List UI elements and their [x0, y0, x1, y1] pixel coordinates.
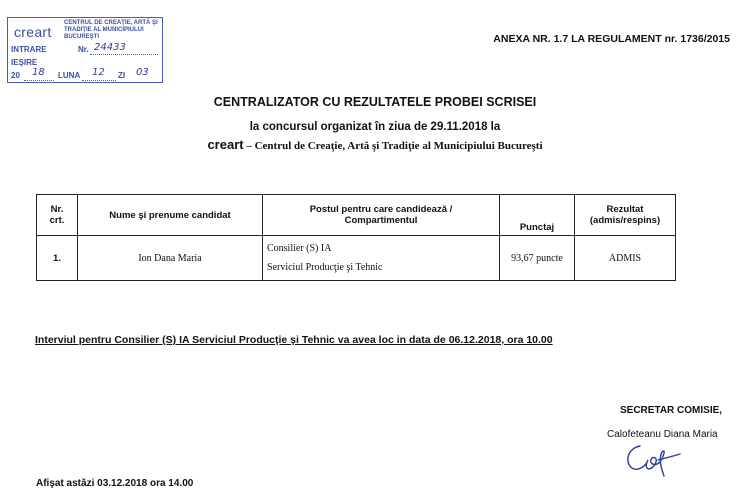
header-result-a: Rezultat — [606, 204, 644, 215]
stamp-iesire-label: IEŞIRE — [11, 58, 38, 67]
secretary-title: SECRETAR COMISIE, — [620, 405, 723, 416]
row-department: Serviciul Producţie şi Tehnic — [267, 262, 383, 273]
document-title: CENTRALIZATOR CU REZULTATELE PROBEI SCRISEI — [213, 95, 537, 109]
header-post-b: Compartimentul — [344, 215, 418, 226]
row-post-cell — [263, 236, 500, 281]
annex-reference: ANEXA NR. 1.7 LA REGULAMENT nr. 1736/2015 — [493, 33, 730, 45]
results-table — [36, 194, 676, 281]
header-nr-a: Nr. — [50, 204, 64, 215]
header-post-a: Postul pentru care candidează / — [309, 204, 453, 215]
stamp-logo: creart — [14, 24, 52, 40]
stamp-month-value: 12 — [92, 67, 105, 78]
registration-stamp — [7, 17, 163, 83]
organizer-line — [0, 137, 750, 152]
header-post — [263, 195, 500, 236]
header-result — [575, 195, 676, 236]
stamp-intrare-label: INTRARE — [11, 45, 47, 54]
header-nr — [37, 195, 78, 236]
header-nr-b: crt. — [49, 215, 65, 226]
table-row — [37, 236, 676, 281]
header-result-b: (admis/respins) — [589, 215, 661, 226]
creart-logo: creart — [207, 137, 244, 152]
interview-note: Interviul pentru Consilier (S) IA Serviciul Producţie şi Tehnic va avea loc in data de 06.12.2018, ora 10.00 — [35, 334, 553, 346]
header-score: Punctaj — [500, 195, 575, 236]
table-header-row — [37, 195, 676, 236]
row-post: Consilier (S) IA — [267, 243, 332, 254]
row-name: Ion Dana Maria — [78, 236, 263, 281]
stamp-luna-label: LUNA — [58, 71, 81, 80]
posted-date: Afişat astăzi 03.12.2018 ora 14.00 — [36, 478, 194, 489]
stamp-nr-label: Nr. — [78, 45, 89, 54]
stamp-day-line — [24, 80, 54, 81]
document-subtitle: la concursul organizat în ziua de 29.11.2018 la — [249, 121, 501, 133]
stamp-nr-line — [90, 54, 158, 55]
row-result: ADMIS — [575, 236, 676, 281]
header-name: Nume şi prenume candidat — [78, 195, 263, 236]
row-nr: 1. — [37, 236, 78, 281]
stamp-zi-value: 03 — [136, 67, 149, 78]
stamp-nr-value: 24433 — [94, 42, 126, 53]
stamp-day-value: 18 — [32, 67, 45, 78]
handwritten-signature — [618, 438, 688, 480]
stamp-zi-label: ZI — [118, 71, 126, 80]
row-score: 93,67 puncte — [500, 236, 575, 281]
stamp-institution: CENTRUL DE CREAŢIE, ARTĂ ŞI TRADIŢIE AL MUNICIPIULUI BUCUREŞTI — [64, 20, 158, 40]
stamp-month-line — [82, 80, 116, 81]
secretary-name: Calofeteanu Diana Maria — [607, 429, 718, 440]
stamp-day-prefix: 20 — [11, 71, 20, 80]
organizer-name: – Centrul de Creaţie, Artă şi Tradiţie al Municipiului Bucureşti — [243, 140, 543, 152]
